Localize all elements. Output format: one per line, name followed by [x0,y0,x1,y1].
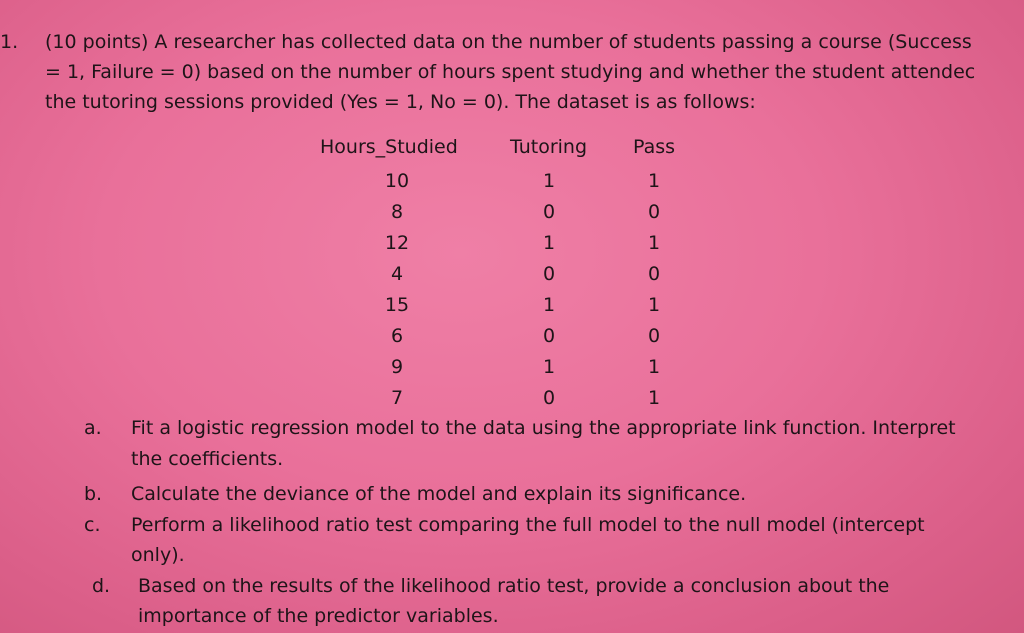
subquestion-label-d: d. [92,575,111,597]
subquestion-label-c: c. [84,514,101,536]
header-tutoring: Tutoring [510,136,588,158]
subquestion-label-b: b. [84,483,103,505]
cell-tutoring: 1 [542,294,556,316]
cell-tutoring: 0 [542,263,556,285]
cell-hours: 9 [390,356,404,378]
table-row [300,263,700,293]
subquestion-d-line-2: importance of the predictor variables. [138,605,499,627]
header-pass: Pass [633,136,676,158]
table-row [300,325,700,355]
cell-pass: 0 [647,263,661,285]
cell-hours: 15 [384,294,410,316]
cell-pass: 1 [647,387,661,409]
table-row [300,170,700,200]
cell-tutoring: 1 [542,232,556,254]
table-row [300,201,700,231]
question-line-1: (10 points) A researcher has collected data on the number of students passing a course (Success [45,31,972,53]
subquestion-c-line-2: only). [131,544,185,566]
subquestion-c-line-1: Perform a likelihood ratio test comparing the full model to the null model (intercept [131,514,925,536]
cell-tutoring: 0 [542,201,556,223]
subquestion-a-line-1: Fit a logistic regression model to the data using the appropriate link function. Interpret [131,417,956,439]
cell-tutoring: 0 [542,325,556,347]
question-number: 1. [0,31,19,53]
cell-pass: 1 [647,356,661,378]
question-line-2: = 1, Failure = 0) based on the number of hours spent studying and whether the student attendec [45,61,976,83]
cell-pass: 0 [647,325,661,347]
cell-hours: 12 [384,232,410,254]
cell-pass: 1 [647,170,661,192]
cell-hours: 8 [390,201,404,223]
cell-hours: 10 [384,170,410,192]
cell-hours: 6 [390,325,404,347]
cell-tutoring: 0 [542,387,556,409]
table-row [300,232,700,262]
question-line-3: the tutoring sessions provided (Yes = 1, No = 0). The dataset is as follows: [45,91,756,113]
cell-pass: 0 [647,201,661,223]
subquestion-b-line-1: Calculate the deviance of the model and explain its significance. [131,483,747,505]
table-row [300,356,700,386]
cell-hours: 7 [390,387,404,409]
subquestion-label-a: a. [84,417,102,439]
header-hours-studied: Hours_Studied [320,136,458,158]
subquestion-a-line-2: the coefficients. [131,448,284,470]
cell-pass: 1 [647,294,661,316]
cell-hours: 4 [390,263,404,285]
cell-tutoring: 1 [542,170,556,192]
subquestion-d-line-1: Based on the results of the likelihood ratio test, provide a conclusion about the [138,575,890,597]
cell-tutoring: 1 [542,356,556,378]
cell-pass: 1 [647,232,661,254]
table-row [300,294,700,324]
